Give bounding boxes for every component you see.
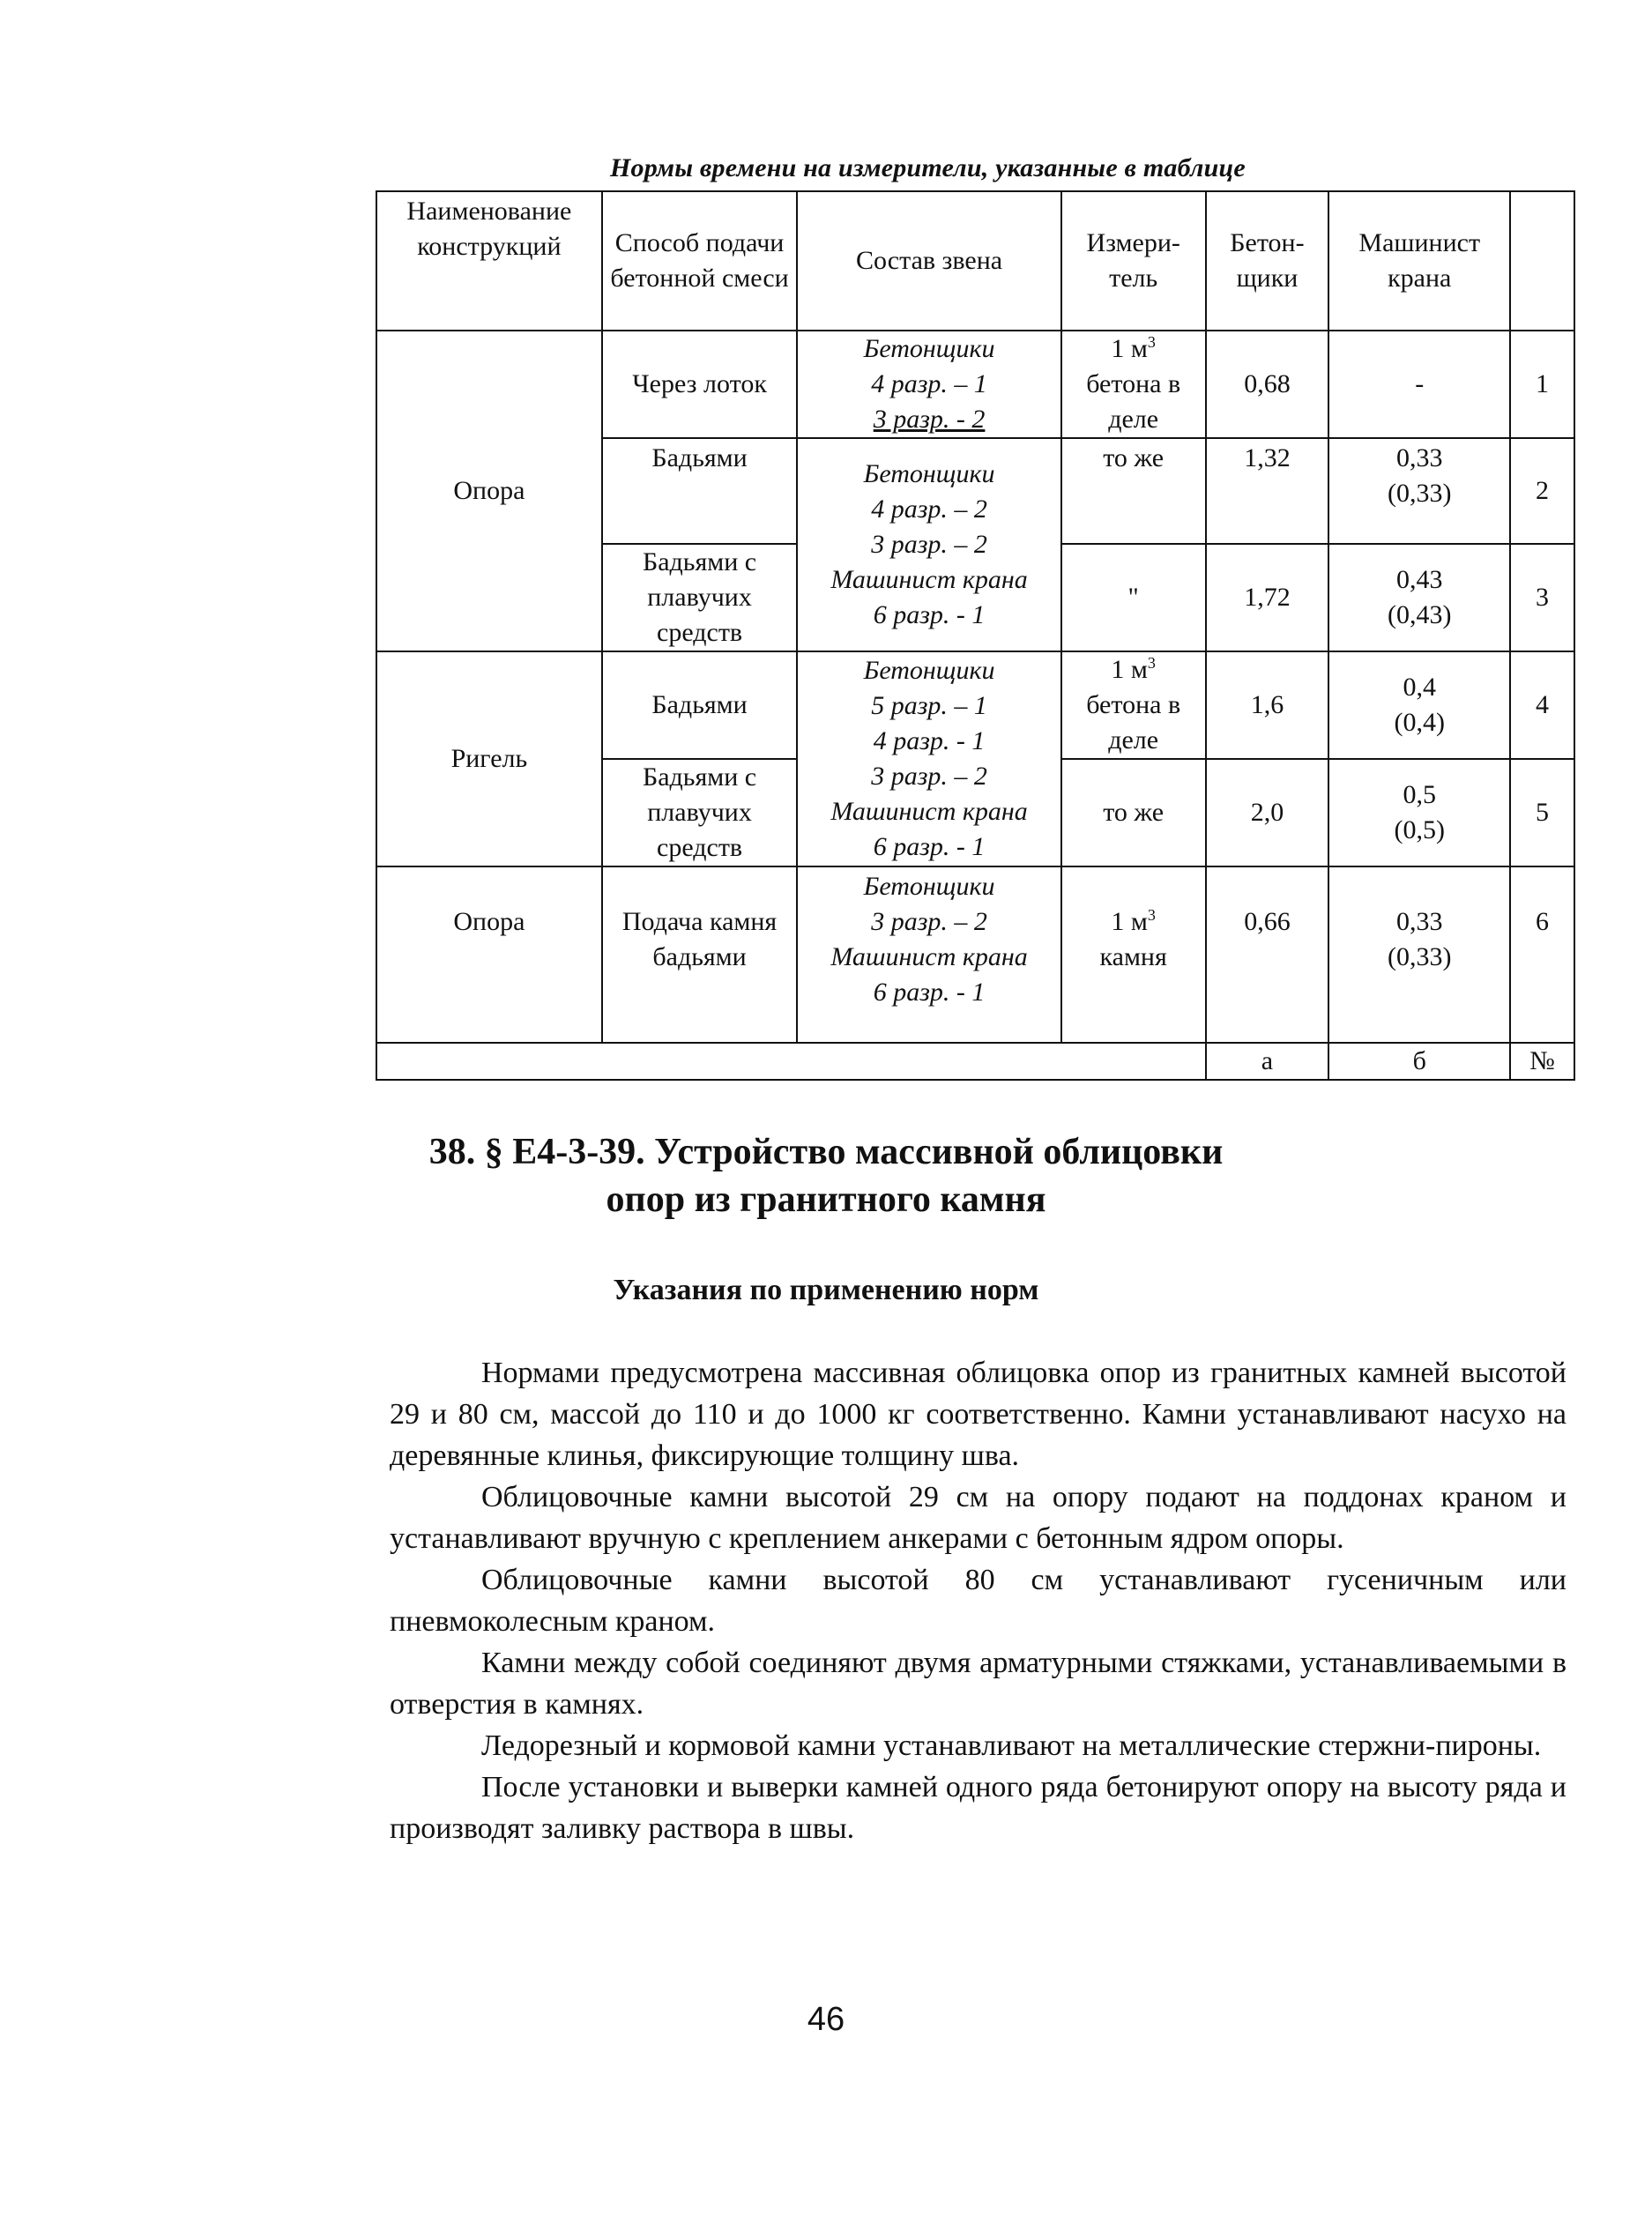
table-header-row xyxy=(376,191,1574,331)
header-unit: Измери-тель xyxy=(1061,191,1206,331)
row-number: 6 xyxy=(1510,866,1574,1043)
crew-line: Машинист крана xyxy=(830,797,1028,826)
header-number xyxy=(1510,191,1574,331)
crane-value: 0,5 xyxy=(1403,780,1436,809)
table-row xyxy=(376,651,1574,759)
footer-blank xyxy=(376,1043,1206,1080)
paragraph: Облицовочные камни высотой 29 см на опору подают на поддонах краном и устанавливают вручную с креплением анкерами с бетонным ядром опоры. xyxy=(390,1481,1566,1555)
concreters-cell: 1,6 xyxy=(1206,651,1329,759)
crane-cell xyxy=(1328,866,1510,1043)
crane-paren-value: (0,33) xyxy=(1387,942,1452,971)
unit-cell xyxy=(1061,331,1206,438)
method-cell: Подача камня бадьями xyxy=(602,866,798,1043)
header-construction: Наименование конструкций xyxy=(376,191,602,331)
crew-cell xyxy=(797,438,1060,651)
crew-cell xyxy=(797,866,1060,1043)
construction-cell: Ригель xyxy=(376,651,602,866)
unit-cell: то же xyxy=(1061,438,1206,544)
concreters-cell: 1,32 xyxy=(1206,438,1329,544)
crew-cell xyxy=(797,331,1060,438)
section-subheading: Указания по применению норм xyxy=(613,1274,1039,1306)
crane-value: 0,33 xyxy=(1395,443,1443,472)
crew-line: 4 разр. – 2 xyxy=(871,495,987,524)
paragraph: После установки и выверки камней одного ряда бетонируют опору на высоту ряда и производят заливку раствора в швы. xyxy=(390,1771,1566,1845)
crew-line: 6 разр. - 1 xyxy=(873,600,986,629)
crew-line: 3 разр. - 2 xyxy=(873,405,986,434)
concreters-cell: 0,66 xyxy=(1206,866,1329,1043)
concreters-cell: 2,0 xyxy=(1206,759,1329,866)
crew-line: 3 разр. – 2 xyxy=(871,762,987,791)
crane-paren-value: (0,33) xyxy=(1387,479,1452,508)
crane-value: 0,43 xyxy=(1395,565,1443,594)
section-title-line-2: опор из гранитного камня xyxy=(606,1179,1046,1220)
unit-cell xyxy=(1061,866,1206,1043)
crew-line: 6 разр. - 1 xyxy=(873,832,986,861)
unit-superscript: 3 xyxy=(1147,333,1156,351)
crew-line: 3 разр. – 2 xyxy=(871,530,987,559)
norms-table xyxy=(376,190,1575,1081)
header-method: Способ подачи бетонной смеси xyxy=(602,191,798,331)
footer-col-num: № xyxy=(1510,1043,1574,1080)
unit-text: камня xyxy=(1099,942,1167,971)
unit-text: бетона в деле xyxy=(1086,369,1181,434)
construction-cell: Опора xyxy=(376,866,602,1043)
crane-cell xyxy=(1328,438,1510,544)
paragraph: Ледорезный и кормовой камни устанавливают на металлические стержни-пироны. xyxy=(481,1729,1542,1762)
crew-line: Машинист крана xyxy=(830,565,1028,594)
crew-line: 5 разр. – 1 xyxy=(871,691,987,720)
crane-paren-value: (0,5) xyxy=(1394,815,1445,844)
method-cell: Бадьями с плавучих средств xyxy=(602,759,798,866)
section-title xyxy=(0,1128,1652,1223)
row-number: 2 xyxy=(1510,438,1574,544)
row-number: 3 xyxy=(1510,544,1574,651)
method-cell: Бадьями с плавучих средств xyxy=(602,544,798,651)
crew-line: Бетонщики xyxy=(863,872,995,901)
unit-cell: то же xyxy=(1061,759,1206,866)
crew-line: Бетонщики xyxy=(863,656,995,685)
concreters-cell: 1,72 xyxy=(1206,544,1329,651)
paragraph: Облицовочные камни высотой 80 см устанавливают гусеничным или пневмоколесным краном. xyxy=(390,1564,1566,1638)
unit-cell xyxy=(1061,651,1206,759)
table-row xyxy=(376,331,1574,438)
crane-value: 0,4 xyxy=(1403,673,1436,702)
crew-line: 4 разр. – 1 xyxy=(871,369,987,398)
header-crane: Машинист крана xyxy=(1328,191,1510,331)
crane-cell xyxy=(1328,651,1510,759)
row-number: 5 xyxy=(1510,759,1574,866)
paragraph: Нормами предусмотрена массивная облицовка опор из гранитных камней высотой 29 и 80 см, массой до 110 и до 1000 кг соответственно. Камни устанавливают насухо на деревянные клинья, фиксирующие толщину шва. xyxy=(390,1357,1566,1472)
table-row xyxy=(376,866,1574,1043)
footer-col-b: б xyxy=(1328,1043,1510,1080)
method-cell: Бадьями xyxy=(602,438,798,544)
construction-cell: Опора xyxy=(376,331,602,651)
row-number: 4 xyxy=(1510,651,1574,759)
method-cell: Через лоток xyxy=(602,331,798,438)
table-caption: Нормы времени на измерители, указанные в таблице xyxy=(610,153,1246,182)
crane-value: 0,33 xyxy=(1395,907,1443,936)
crew-cell xyxy=(797,651,1060,866)
unit-superscript: 3 xyxy=(1147,906,1156,924)
section-title-line-1: 38. § Е4-3-39. Устройство массивной облицовки xyxy=(428,1132,1224,1172)
crew-line: Бетонщики xyxy=(863,459,995,488)
unit-value: 1 м xyxy=(1111,334,1148,363)
body-text xyxy=(390,1352,1566,1849)
crew-line: 4 разр. - 1 xyxy=(873,726,986,755)
crew-line: Бетонщики xyxy=(863,334,995,363)
crane-cell xyxy=(1328,759,1510,866)
crew-line: Машинист крана xyxy=(830,942,1028,971)
header-concreters: Бетон-щики xyxy=(1206,191,1329,331)
row-number: 1 xyxy=(1510,331,1574,438)
paragraph: Камни между собой соединяют двумя арматурными стяжками, устанавливаемыми в отверстия в камнях. xyxy=(390,1647,1566,1721)
method-cell: Бадьями xyxy=(602,651,798,759)
crane-cell: - xyxy=(1328,331,1510,438)
unit-value: 1 м xyxy=(1111,907,1148,936)
crew-line: 6 разр. - 1 xyxy=(873,978,986,1007)
unit-superscript: 3 xyxy=(1147,654,1156,672)
page-number: 46 xyxy=(807,2001,845,2038)
concreters-cell: 0,68 xyxy=(1206,331,1329,438)
crane-cell xyxy=(1328,544,1510,651)
table-footer-row xyxy=(376,1043,1574,1080)
footer-col-a: а xyxy=(1206,1043,1329,1080)
header-crew: Состав звена xyxy=(797,191,1060,331)
unit-cell: " xyxy=(1061,544,1206,651)
crane-paren-value: (0,43) xyxy=(1387,600,1452,629)
unit-text: бетона в деле xyxy=(1086,690,1181,755)
crane-paren-value: (0,4) xyxy=(1394,708,1445,737)
crew-line: 3 разр. – 2 xyxy=(871,907,987,936)
unit-value: 1 м xyxy=(1111,655,1148,684)
